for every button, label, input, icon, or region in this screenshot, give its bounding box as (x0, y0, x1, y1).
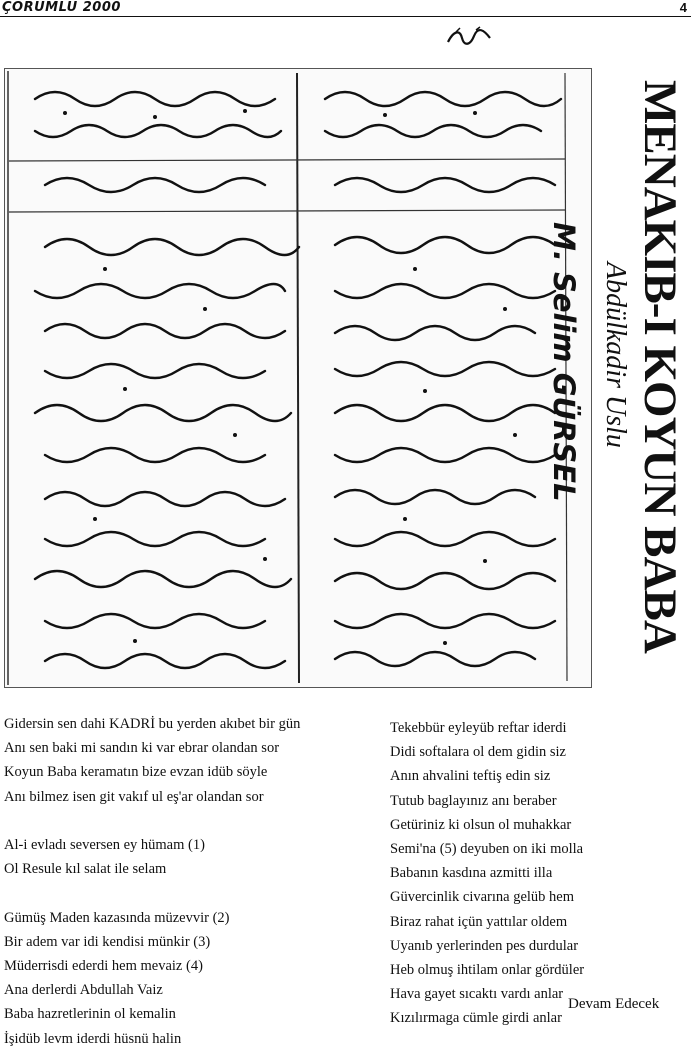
text-line: Güvercinlik civarına gelüb hem (390, 889, 575, 906)
continued-note: Devam Edecek (568, 996, 660, 1012)
manuscript-scan-graphic (5, 69, 591, 687)
text-line: Tekebbür eyleyüb reftar iderdi (390, 720, 567, 736)
magazine-title: ÇORUMLU 2000 (2, 0, 121, 15)
stanza-gap (4, 881, 384, 905)
text-line: Ol Resule kıl salat ile selam (4, 861, 167, 878)
text-line: Uyanıb yerlerinden pes durdular (390, 937, 579, 954)
text-line: Hava gayet sıcaktı vardı anlar (390, 986, 564, 1003)
page-number: 4 (679, 0, 687, 15)
text-line: Müderrisdi ederdi hem mevaiz (4) (4, 958, 203, 974)
right-text-column (390, 716, 650, 1031)
article-author (598, 262, 632, 522)
manuscript-image (4, 68, 592, 688)
text-line: Bir adem var idi kendisi münkir (3) (4, 933, 211, 950)
text-line: Gidersin sen dahi KADRİ bu yerden akıbet bir gün (4, 716, 301, 732)
text-line: Tutub baglayınız anı beraber (390, 792, 557, 809)
text-line: Gümüş Maden kazasında müzevvir (2) (4, 909, 230, 926)
header-rule (0, 16, 691, 17)
text-line: Anı bilmez isen git vakıf ul eş'ar olandan sor (4, 788, 264, 805)
text-line: Koyun Baba keramatın bize evzan idüb söyle (4, 764, 268, 781)
text-line: Biraz rahat içün yattılar oldem (390, 913, 568, 930)
text-line: Al-i evladı seversen ey hümam (1) (4, 837, 205, 853)
text-line: Ana derlerdi Abdullah Vaiz (4, 982, 163, 999)
poet-credit-text: M. Selim GÜRSEL (547, 222, 581, 502)
text-line: Anı sen baki mi sandın ki var ebrar olandan sor (4, 740, 280, 757)
text-line: Heb olmuş ihtilam onlar gördüler (390, 962, 585, 979)
page-header (0, 0, 691, 18)
text-line: Babanın kasdına azmitti illa (390, 865, 553, 882)
text-line: Kızılırmaga cümle girdi anlar (390, 1010, 562, 1027)
article-title (632, 80, 688, 720)
text-line: Anın ahvalini teftiş edin siz (390, 768, 551, 785)
article-title-text: MENAKIB-I KOYUN BABA (634, 80, 686, 653)
signature-mark (446, 26, 492, 50)
text-line: Getüriniz ki olsun ol muhakkar (390, 816, 572, 833)
left-text-column (4, 712, 384, 1051)
text-line: İşidüb levm iderdi hüsnü halin (4, 1030, 182, 1047)
article-author-text: Abdülkadir Uslu (600, 262, 631, 448)
text-line: Baba hazretlerinin ol kemalin (4, 1006, 176, 1023)
poet-credit (544, 222, 584, 542)
stanza-gap (4, 809, 384, 833)
text-line: Didi softalara ol dem gidin siz (390, 744, 566, 761)
text-line: Semi'na (5) deyuben on iki molla (390, 841, 584, 858)
